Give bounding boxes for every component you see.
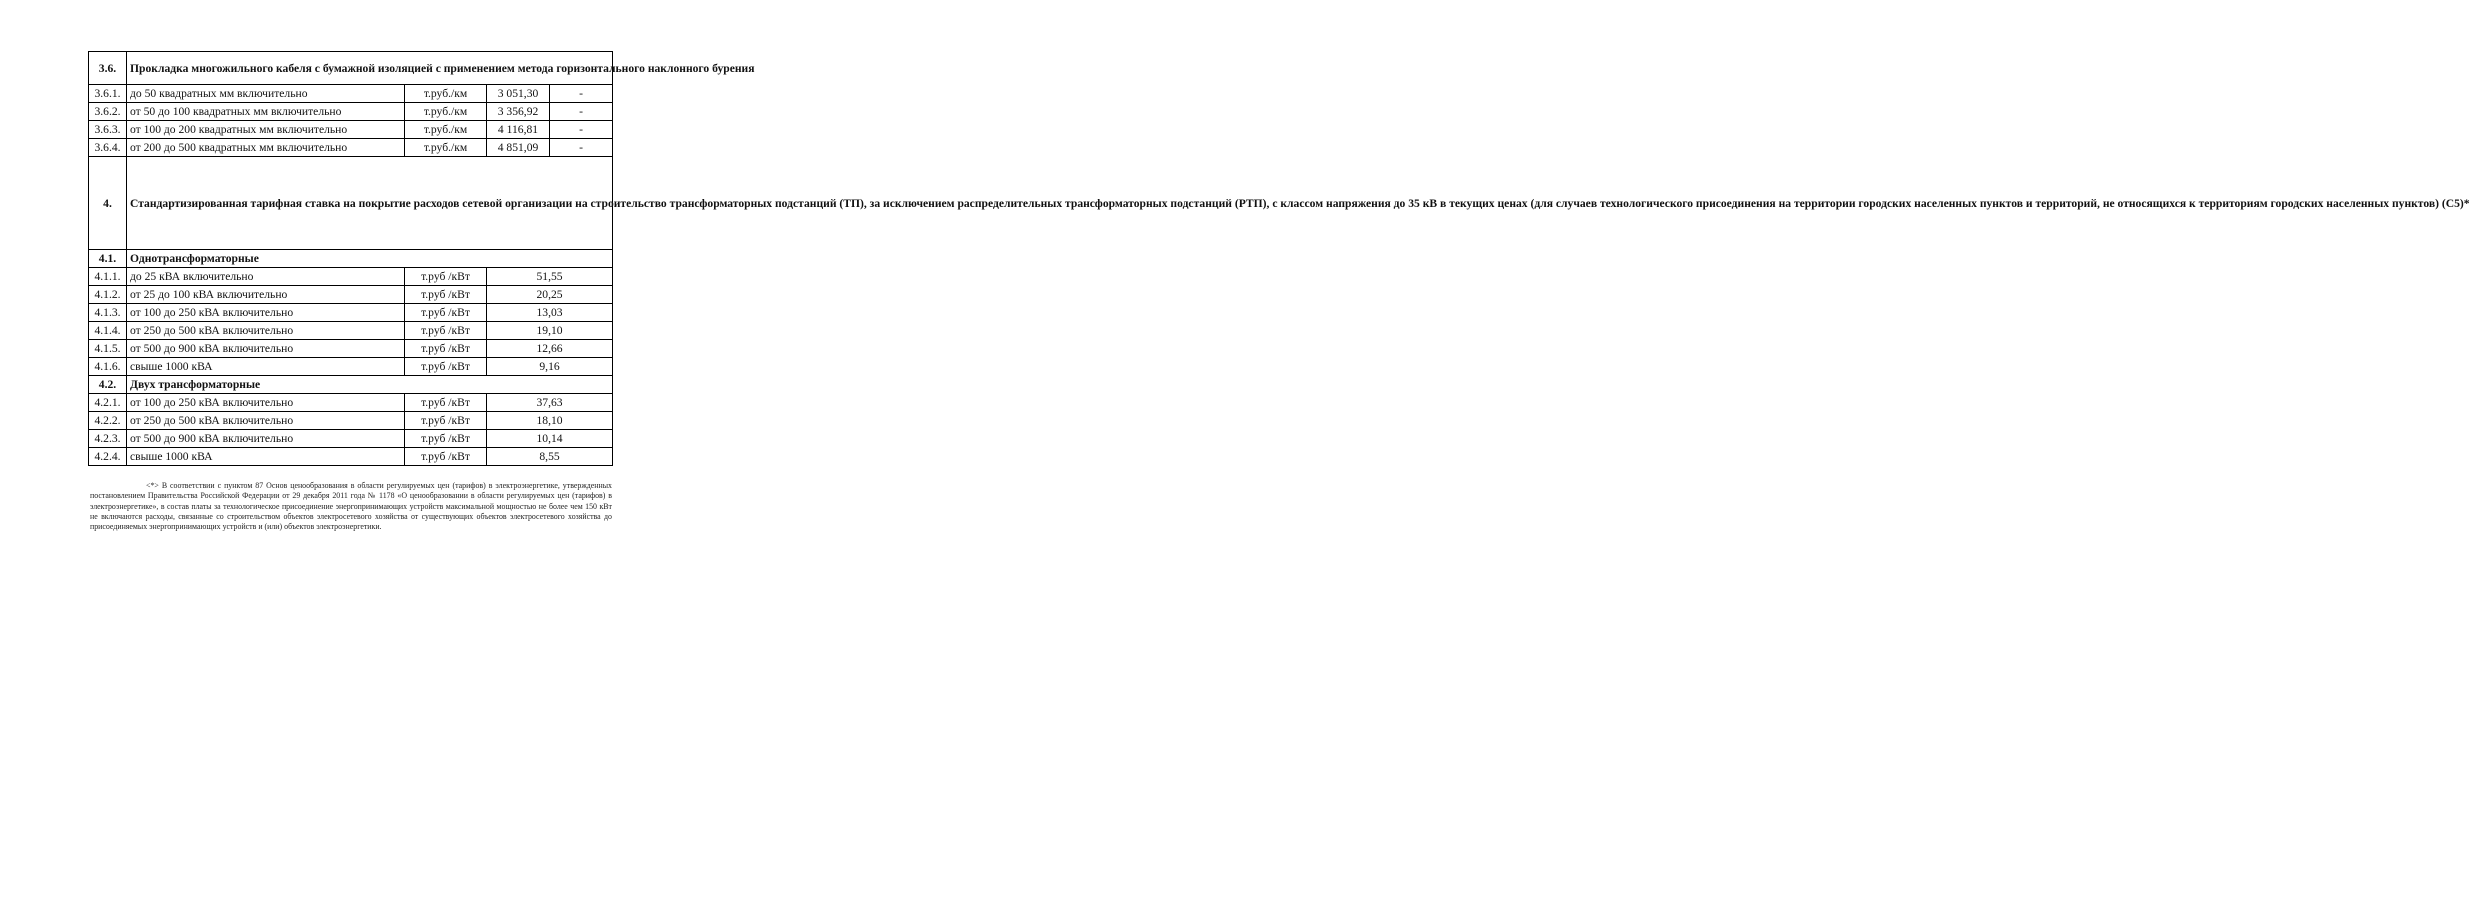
section-title: Прокладка многожильного кабеля с бумажной изоляцией с применением метода горизонтального наклонного бурения [127, 52, 613, 85]
footnote-text: <*> В соответствии с пунктом 87 Основ ценообразования в области регулируемых цен (тарифов) в электроэнергетике, утвержденных постановлением Правительства Российской Федерации от 29 декабря 2011 года № 1178 «О ценообразовании в области регулируемых цен (тарифов) в электроэнергетике», в состав платы за технологическое присоединение энергопринимающих устройств максимальной мощностью не более чем 150 кВт не включаются расходы, связанные со строительством объектов электросетевого хозяйства от существующих объектов электросетевого хозяйства до присоединяемых энергопринимающих устройств и (или) объектов электроэнергетики. [90, 481, 612, 532]
table-row [89, 448, 613, 466]
row-value: 19,10 [487, 322, 613, 340]
section-number: 3.6. [89, 52, 127, 85]
row-number: 4.1.6. [89, 358, 127, 376]
table-row [89, 85, 613, 103]
row-value: 37,63 [487, 394, 613, 412]
row-description: от 500 до 900 кВА включительно [127, 430, 405, 448]
row-unit: т.руб /кВт [405, 304, 487, 322]
table-row [89, 304, 613, 322]
row-unit: т.руб /кВт [405, 448, 487, 466]
subsection-number: 4.2. [89, 376, 127, 394]
section-row-4 [89, 157, 613, 250]
row-unit: т.руб /кВт [405, 268, 487, 286]
row-description: от 25 до 100 кВА включительно [127, 286, 405, 304]
table-row [89, 430, 613, 448]
row-number: 3.6.4. [89, 139, 127, 157]
row-number: 4.1.4. [89, 322, 127, 340]
row-unit: т.руб /кВт [405, 340, 487, 358]
subsection-row-4-1 [89, 250, 613, 268]
row-description: свыше 1000 кВА [127, 448, 405, 466]
row-description: от 100 до 250 кВА включительно [127, 394, 405, 412]
subsection-row-4-2 [89, 376, 613, 394]
row-number: 4.1.2. [89, 286, 127, 304]
row-number: 3.6.3. [89, 121, 127, 139]
row-extra: - [550, 139, 613, 157]
tariff-table [88, 51, 2470, 466]
row-number: 4.1.1. [89, 268, 127, 286]
table-row [89, 286, 613, 304]
row-value: 10,14 [487, 430, 613, 448]
row-value: 4 116,81 [487, 121, 550, 139]
row-number: 3.6.1. [89, 85, 127, 103]
row-value: 13,03 [487, 304, 613, 322]
row-unit: т.руб /кВт [405, 286, 487, 304]
row-number: 4.1.3. [89, 304, 127, 322]
row-description: от 250 до 500 кВА включительно [127, 412, 405, 430]
table-row [89, 340, 613, 358]
table-row [89, 358, 613, 376]
section-row-3-6 [89, 52, 613, 85]
row-number: 3.6.2. [89, 103, 127, 121]
row-description: свыше 1000 кВА [127, 358, 405, 376]
row-value: 4 851,09 [487, 139, 550, 157]
row-extra: - [550, 85, 613, 103]
row-number: 4.1.5. [89, 340, 127, 358]
row-description: от 500 до 900 кВА включительно [127, 340, 405, 358]
table-row [89, 139, 613, 157]
row-value: 18,10 [487, 412, 613, 430]
table-row [89, 268, 613, 286]
row-number: 4.2.3. [89, 430, 127, 448]
row-number: 4.2.2. [89, 412, 127, 430]
row-unit: т.руб /кВт [405, 430, 487, 448]
row-number: 4.2.1. [89, 394, 127, 412]
row-value: 3 356,92 [487, 103, 550, 121]
table-row [89, 322, 613, 340]
row-number: 4.2.4. [89, 448, 127, 466]
row-description: от 100 до 200 квадратных мм включительно [127, 121, 405, 139]
subsection-number: 4.1. [89, 250, 127, 268]
row-unit: т.руб /кВт [405, 412, 487, 430]
table-row [89, 412, 613, 430]
row-unit: т.руб /кВт [405, 322, 487, 340]
row-unit: т.руб /кВт [405, 394, 487, 412]
row-extra: - [550, 121, 613, 139]
section-number: 4. [89, 157, 127, 250]
table-row [89, 103, 613, 121]
row-description: от 250 до 500 кВА включительно [127, 322, 405, 340]
row-value: 51,55 [487, 268, 613, 286]
row-unit: т.руб./км [405, 121, 487, 139]
row-description: от 100 до 250 кВА включительно [127, 304, 405, 322]
row-value: 20,25 [487, 286, 613, 304]
row-value: 3 051,30 [487, 85, 550, 103]
table-row [89, 394, 613, 412]
row-value: 12,66 [487, 340, 613, 358]
row-unit: т.руб./км [405, 139, 487, 157]
row-description: до 50 квадратных мм включительно [127, 85, 405, 103]
row-unit: т.руб /кВт [405, 358, 487, 376]
row-extra: - [550, 103, 613, 121]
section-title: Стандартизированная тарифная ставка на покрытие расходов сетевой организации на строительство трансформаторных подстанций (ТП), за исключением распределительных трансформаторных подстанций (РТП), с классом напряжения до 35 кВ в текущих ценах (для случаев технологического присоединения на территории городских населенных пунктов и территорий, не относящихся к территориям городских населенных пунктов) (С5)* [127, 157, 613, 250]
row-description: от 200 до 500 квадратных мм включительно [127, 139, 405, 157]
table-row [89, 121, 613, 139]
row-unit: т.руб./км [405, 103, 487, 121]
row-description: от 50 до 100 квадратных мм включительно [127, 103, 405, 121]
subsection-title: Двух трансформаторные [127, 376, 613, 394]
row-description: до 25 кВА включительно [127, 268, 405, 286]
footnote [90, 481, 612, 532]
row-value: 8,55 [487, 448, 613, 466]
row-unit: т.руб./км [405, 85, 487, 103]
tariff-table-sheet [88, 51, 2470, 466]
row-value: 9,16 [487, 358, 613, 376]
subsection-title: Однотрансформаторные [127, 250, 613, 268]
